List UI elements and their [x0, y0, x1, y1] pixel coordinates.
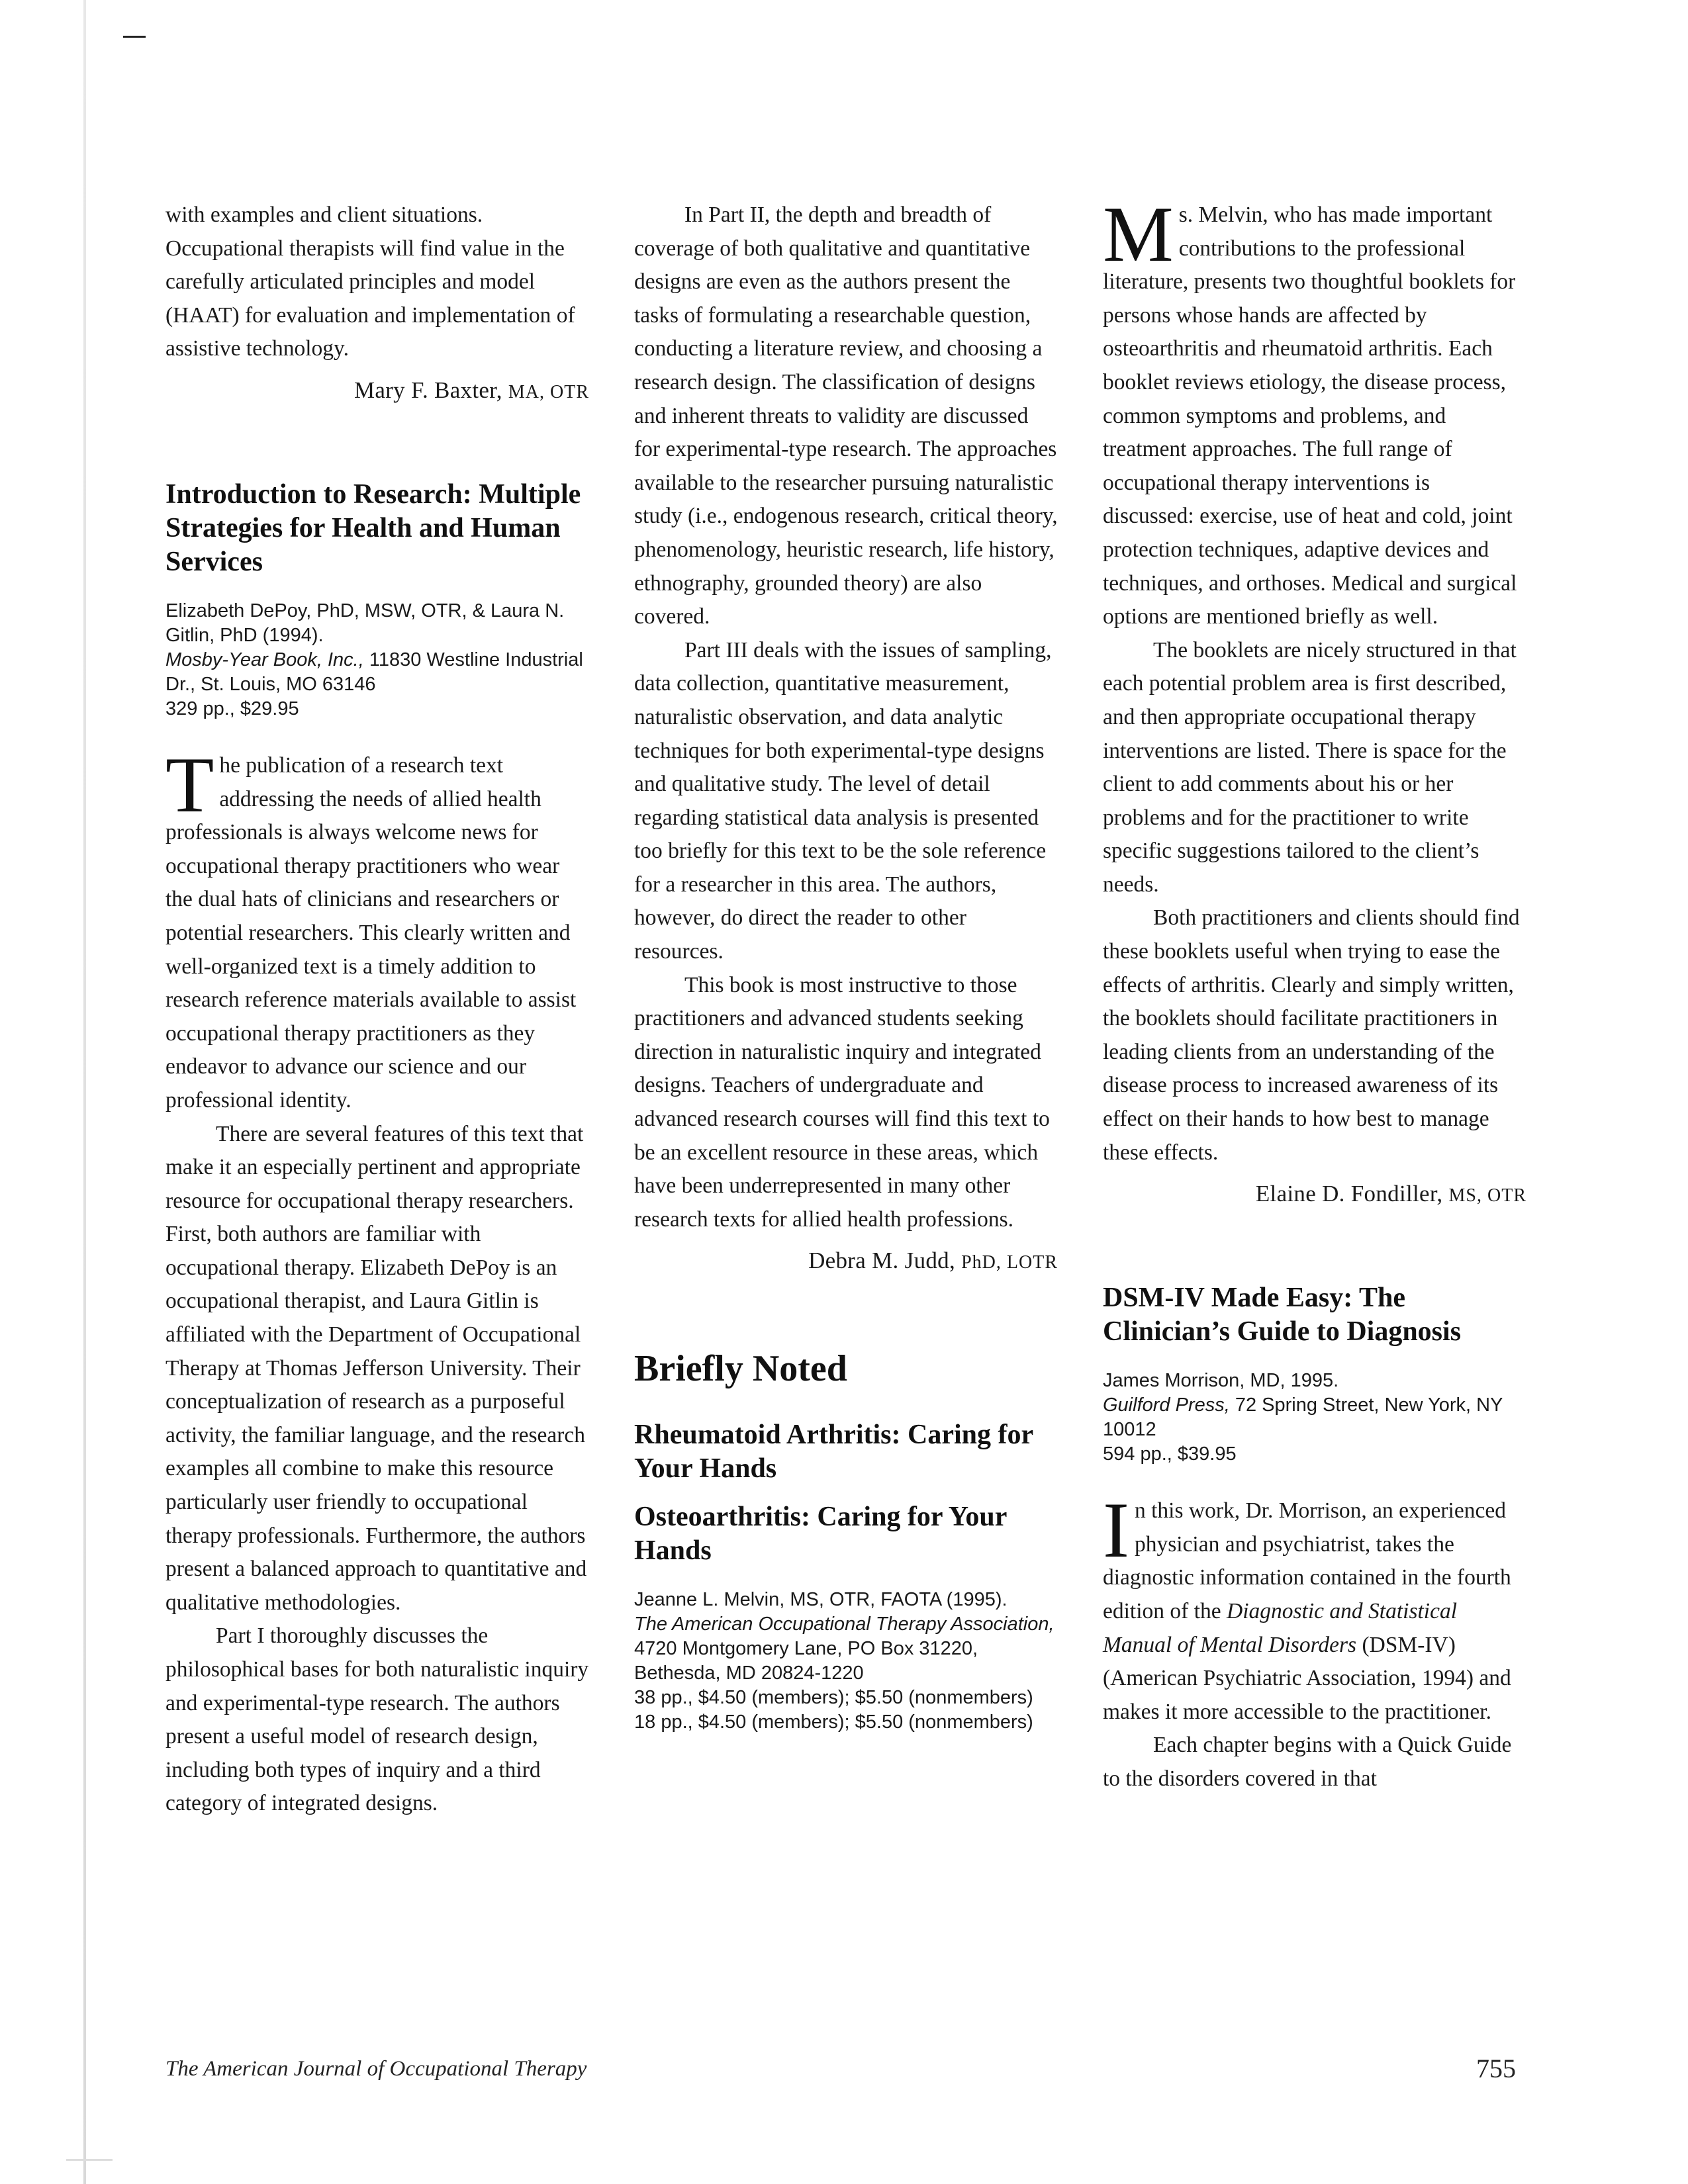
reviewer-name: Debra M. Judd, [808, 1248, 956, 1274]
section-heading: Briefly Noted [634, 1348, 847, 1390]
reviewer-signature [165, 374, 589, 409]
reviewer-signature [634, 1244, 1058, 1279]
scan-mark-bottom [66, 2159, 113, 2161]
paragraph-text: he publication of a research text addressing the needs of allied health professionals is always welcome news for occupational therapy practitioners who wear the dual hats of clinicians and researchers or potential researchers. This clearly written and well-organized text is a timely addition to research reference materials available to assist occupational therapy practitioners as they endeavor to advance our science and our professional identity. [165, 752, 577, 1113]
book-publisher-line [634, 1612, 1058, 1686]
book-pages-price: 329 pp., $29.95 [165, 698, 299, 719]
reviewer-credentials: MA, OTR [508, 381, 589, 402]
paragraph-text: (DSM-IV) (American Psychiatric Association, 1994) and makes it more accessible to the practitioner. [1103, 1632, 1511, 1724]
page-number: 755 [1476, 2054, 1516, 2083]
review-paragraph-4: In Part II, the depth and breadth of coverage of both qualitative and quantitative designs are even as the authors present the tasks of formulating a researchable question, conducting a literature review, and choosing a research design. The classification of designs and inherent threats to validity are discussed for experimental-type research. The approaches available to the researcher pursuing naturalistic study (i.e., endogenous research, critical theory, phenomenology, heuristic research, life history, ethnography, grounded theory) are also covered. [634, 203, 1058, 629]
reviewer-name: Mary F. Baxter, [353, 377, 502, 403]
review-title-a: Rheumatoid Arthritis: Caring for Your Hands [634, 1420, 1033, 1484]
book-pages-price-a: 38 pp., $4.50 (members); $5.50 (nonmembers) [634, 1687, 1033, 1709]
reviewer-credentials: MS, OTR [1448, 1185, 1526, 1206]
paragraph-text: s. Melvin, who has made important contributions to the professional literature, presents two thoughtful booklets for persons whose hands are affected by osteoarthritis and rheumatoid arthritis. Each booklet reviews etiology, the disease process, common symptoms and problems, and treatment approaches. The full range of occupational therapy interventions is discussed: exercise, use of heat and cold, joint protection techniques, adaptive devices and techniques, and orthoses. Medical and surgical options are mentioned briefly as well. [1103, 203, 1517, 629]
review-paragraph-6: This book is most instructive to those practitioners and advanced students seeking direction in naturalistic inquiry and integrated designs. Teachers of undergraduate and advanced research courses will find this text to be an excellent resource in these areas, which have been underrepresented in many other research texts for allied health professions. [634, 972, 1050, 1232]
reviewer-signature [1103, 1177, 1526, 1212]
book-authors: James Morrison, MD, 1995. [1103, 1370, 1339, 1392]
review-paragraph-7 [1103, 190, 1526, 634]
drop-cap: I [1103, 1486, 1129, 1574]
review-paragraph-11: Each chapter begins with a Quick Guide to the disorders covered in that [1103, 1733, 1512, 1791]
column-left [165, 199, 589, 1821]
column-middle [634, 199, 1058, 1735]
journal-name-footer: The American Journal of Occupational Therapy [165, 2057, 587, 2081]
reviewer-credentials: PhD, LOTR [961, 1252, 1058, 1273]
drop-cap: M [1103, 190, 1174, 278]
book-address: 11830 Westline Industrial Dr., St. Louis, MO 63146 [165, 649, 583, 695]
dsm-title: Diagnostic and Statistical Manual of Mental Disorders [1103, 1599, 1458, 1657]
review-paragraph-2: There are several features of this text that make it an especially pertinent and appropriate resource for occupational therapy researchers. First, both authors are familiar with occupational therapy. Elizabeth DePoy is an occupational therapist, and Laura Gitlin is affiliated with the Department of Occupational Therapy at Thomas Jefferson University. Their conceptualization of research as a purposeful activity, the familiar language, and the research examples all combine to make this resource particularly user friendly to occupational therapy professionals. Furthermore, the authors present a balanced approach to quantitative and qualitative methodologies. [165, 1121, 587, 1615]
book-publisher: Guilford Press, [1103, 1394, 1230, 1416]
paragraph-text: n this work, Dr. Morrison, an experienced physician and psychiatrist, takes the diagnostic information contained in the fourth edition of the [1103, 1498, 1511, 1623]
scan-margin-shadow [83, 0, 86, 2184]
book-address: 4720 Montgomery Lane, PO Box 31220, Bethesda, MD 20824-1220 [634, 1638, 978, 1684]
book-authors: Jeanne L. Melvin, MS, OTR, FAOTA (1995). [634, 1589, 1008, 1611]
book-publisher: Mosby-Year Book, Inc., [165, 649, 364, 670]
reviewer-name: Elaine D. Fondiller, [1255, 1181, 1443, 1207]
review-title: Introduction to Research: Multiple Strategies for Health and Human Services [165, 478, 581, 577]
review-paragraph-8: The booklets are nicely structured in that each potential problem area is first described, and then appropriate occupational therapy interventions are listed. There is space for the client to add comments about his or her problems and for the practitioner to write specific suggestions tailored to the client’s needs. [1103, 637, 1517, 897]
drop-cap: T [165, 740, 214, 829]
review-closing-paragraph: with examples and client situations. Occupational therapists will find value in the carefully articulated principles and model (HAAT) for evaluation and implementation of assistive technology. [165, 203, 575, 361]
review-title-b: Osteoarthritis: Caring for Your Hands [634, 1502, 1007, 1567]
review-paragraph-3: Part I thoroughly discusses the philosophical bases for both naturalistic inquiry and experimental-type research. The authors present a useful model of research design, including both types of inquiry and a third category of integrated designs. [165, 1623, 589, 1816]
review-paragraph-5: Part III deals with the issues of sampling, data collection, quantitative measurement, naturalistic observation, and data analytic techniques for both experimental-type designs and qualitative study. The level of detail regarding statistical data analysis is presented too briefly for this text to be the sole reference for a researcher in this area. The authors, however, do direct the reader to other resources. [634, 637, 1052, 964]
review-paragraph-1 [165, 740, 589, 1118]
review-paragraph-10 [1103, 1486, 1526, 1729]
book-publisher: The American Occupational Therapy Association, [634, 1614, 1055, 1635]
book-publisher-line [165, 648, 589, 697]
book-authors: Elizabeth DePoy, PhD, MSW, OTR, & Laura N. Gitlin, PhD (1994). [165, 600, 565, 646]
book-pages-price-b: 18 pp., $4.50 (members); $5.50 (nonmembers) [634, 1711, 1033, 1733]
book-address: 72 Spring Street, New York, NY 10012 [1103, 1394, 1503, 1441]
review-paragraph-9: Both practitioners and clients should find these booklets useful when trying to ease the effects of arthritis. Clearly and simply written, the booklets should facilitate practitioners in leading clients from an understanding of the disease process to increased awareness of its effect on their hands to how best to manage these effects. [1103, 905, 1520, 1165]
book-publisher-line [1103, 1393, 1526, 1442]
book-pages-price: 594 pp., $39.95 [1103, 1443, 1237, 1465]
column-right [1103, 190, 1526, 1796]
review-title: DSM-IV Made Easy: The Clinician’s Guide to Diagnosis [1103, 1283, 1462, 1347]
scan-mark [123, 36, 146, 38]
